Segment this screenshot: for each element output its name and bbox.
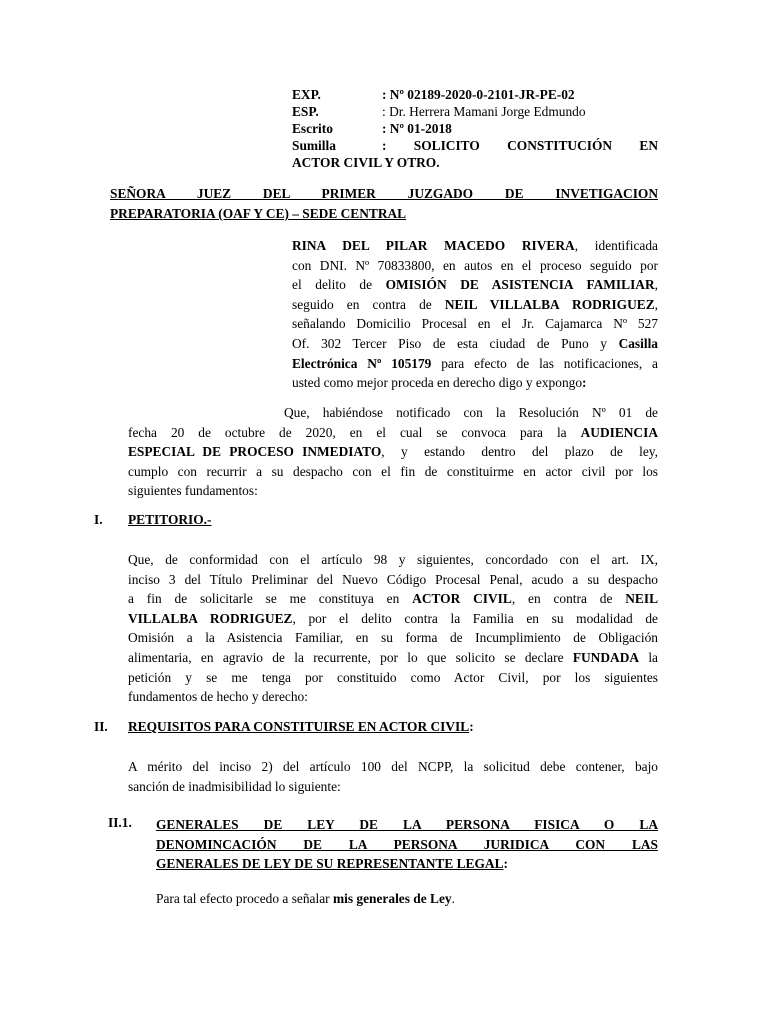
intro-text: : bbox=[582, 375, 587, 391]
exp-value: : Nº 02189-2020-0-2101-JR-PE-02 bbox=[382, 87, 575, 102]
crime-name: OMISIÓN DE ASISTENCIA FAMILIAR bbox=[385, 277, 655, 293]
section-title-colon: : bbox=[503, 856, 508, 872]
requisitos-text: A mérito del inciso 2) del artículo 100 del NCPP, la solicitud debe contener, bajo bbox=[128, 759, 658, 774]
intro-text: seguido en contra de bbox=[292, 296, 445, 312]
petitorio-text: alimentaria, en agravio de la recurrente, por lo que solicito se declare bbox=[128, 649, 573, 665]
petitorio-paragraph bbox=[128, 550, 658, 707]
audiencia-label: AUDIENCIA bbox=[580, 424, 658, 440]
defendant-name: NEIL VILLALBA RODRIGUEZ bbox=[444, 296, 655, 312]
generales-text: Para tal efecto procedo a señalar bbox=[156, 891, 333, 906]
esp-label: ESP. bbox=[292, 104, 319, 119]
que-text: Que, habiéndose notificado con la Resolución Nº 01 de bbox=[284, 405, 658, 420]
exp-label: EXP. bbox=[292, 87, 321, 102]
intro-text: señalando Domicilio Procesal en el Jr. Cajamarca Nº 527 bbox=[292, 316, 658, 332]
section-title-text: DENOMINCACIÓN DE LA PERSONA JURIDICA CON LAS bbox=[156, 836, 658, 852]
generales-paragraph bbox=[156, 891, 455, 907]
section-title-text: GENERALES DE LEY DE SU REPRESENTANTE LEGAL bbox=[156, 856, 504, 872]
petitorio-text: , por el delito contra la Familia en su modalidad de bbox=[292, 610, 658, 626]
intro-text: usted como mejor proceda en derecho digo y expongo bbox=[292, 375, 583, 391]
section-title bbox=[128, 719, 474, 735]
defendant-name: NEIL bbox=[625, 591, 658, 607]
escrito-label: Escrito bbox=[292, 121, 333, 136]
petitorio-text: petición y se me tenga por constituido como Actor Civil, por los siguientes bbox=[128, 669, 658, 685]
intro-text: , bbox=[654, 296, 658, 312]
petitorio-text: fundamentos de hecho y derecho: bbox=[128, 689, 308, 705]
generales-text: . bbox=[451, 891, 455, 906]
petitorio-text: la bbox=[639, 649, 659, 665]
intro-text: , identificada bbox=[574, 238, 658, 253]
petitorio-text: inciso 3 del Título Preliminar del Nuevo Código Procesal Penal, acudo a su despacho bbox=[128, 571, 658, 587]
defendant-name: VILLALBA RODRIGUEZ bbox=[128, 610, 293, 626]
petitorio-text: a fin de solicitarle se me constituya en bbox=[128, 591, 413, 607]
petitorio-text: Que, de conformidad con el artículo 98 y siguientes, concordado con el art. IX, bbox=[128, 552, 658, 567]
actor-civil-label: ACTOR CIVIL bbox=[412, 591, 512, 607]
que-paragraph bbox=[128, 403, 658, 501]
party-name: RINA DEL PILAR MACEDO RIVERA bbox=[292, 238, 575, 253]
addressee-line-1: SEÑORA JUEZ DEL PRIMER JUZGADO DE INVETIGACION bbox=[110, 186, 658, 201]
intro-text: para efecto de las notificaciones, a bbox=[431, 355, 659, 371]
section-title: PETITORIO.- bbox=[128, 512, 212, 527]
requisitos-text: sanción de inadmisibilidad lo siguiente: bbox=[128, 778, 341, 794]
casilla-number: Electrónica Nº 105179 bbox=[292, 355, 432, 371]
section-title-text: REQUISITOS PARA CONSTITUIRSE EN ACTOR CIVIL bbox=[128, 719, 470, 734]
addressee-line-2: PREPARATORIA (OAF Y CE) – SEDE CENTRAL bbox=[110, 206, 407, 221]
intro-text: con DNI. Nº 70833800, en autos en el proceso seguido por bbox=[292, 257, 658, 273]
requisitos-paragraph bbox=[128, 757, 658, 796]
petitorio-text: Omisión a la Asistencia Familiar, en su forma de Incumplimiento de Obligación bbox=[128, 630, 658, 646]
petitorio-text: , en contra de bbox=[511, 591, 626, 607]
que-text: , y estando dentro del plazo de ley, bbox=[381, 444, 658, 460]
intro-paragraph bbox=[292, 236, 658, 393]
intro-text: el delito de bbox=[292, 277, 386, 293]
proceso-label: ESPECIAL DE PROCESO INMEDIATO bbox=[128, 444, 382, 460]
section-title-colon: : bbox=[469, 719, 474, 734]
esp-value: : Dr. Herrera Mamani Jorge Edmundo bbox=[382, 104, 586, 119]
generales-emphasis: mis generales de Ley bbox=[332, 891, 452, 906]
section-number: II.1. bbox=[108, 815, 132, 830]
casilla-label: Casilla bbox=[618, 335, 658, 351]
intro-text: , bbox=[654, 277, 658, 293]
section-number: II. bbox=[94, 719, 108, 734]
section-title-text: GENERALES DE LEY DE LA PERSONA FISICA O LA bbox=[156, 817, 658, 832]
sumilla-value: : SOLICITO CONSTITUCIÓN EN bbox=[382, 138, 658, 153]
escrito-value: : Nº 01-2018 bbox=[382, 121, 452, 136]
sumilla-label: Sumilla bbox=[292, 138, 336, 153]
que-text: fecha 20 de octubre de 2020, en el cual se convoca para la bbox=[128, 424, 581, 440]
section-title bbox=[156, 815, 658, 874]
que-text: siguientes fundamentos: bbox=[128, 483, 258, 499]
fundada-label: FUNDADA bbox=[572, 649, 640, 665]
intro-text: Of. 302 Tercer Piso de esta ciudad de Puno y bbox=[292, 335, 619, 351]
que-text: cumplo con recurrir a su despacho con el fin de constituirme en actor civil por los bbox=[128, 463, 658, 479]
section-number: I. bbox=[94, 512, 103, 527]
sumilla-value-cont: ACTOR CIVIL Y OTRO. bbox=[292, 155, 440, 170]
